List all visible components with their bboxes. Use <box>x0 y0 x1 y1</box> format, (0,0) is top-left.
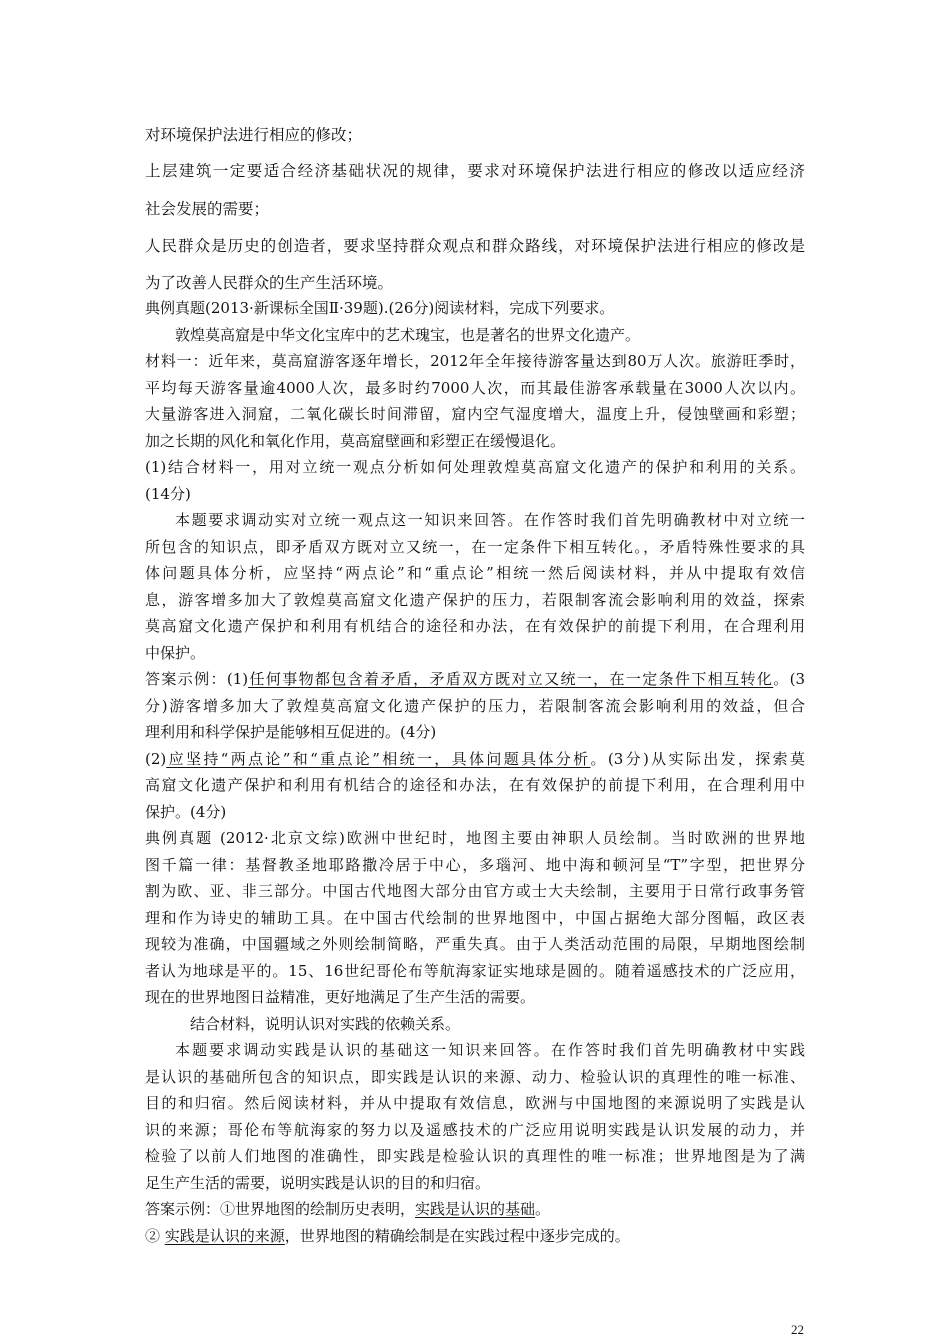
analysis-line: 目的和归宿。然后阅读材料，并从中提取有效信息，欧洲与中国地图的来源说明了实践是认 <box>145 1094 805 1112</box>
analysis-line: 是认识的基础所包含的知识点，即实践是认识的来源、动力、检验认识的真理性的唯一标准、 <box>145 1067 805 1086</box>
answer-line: 高窟文化遗产保护和利用有机结合的途径和办法，在有效保护的前提下利用，在合理利用中 <box>145 776 805 794</box>
answer-suffix: 。 <box>535 1200 551 1218</box>
answer-line: 理利用和科学保护是能够相互促进的。(4分) <box>145 723 437 741</box>
analysis-line: 体问题具体分析，应坚持“两点论”和“重点论”相统一然后阅读材料，并从中提取有效信 <box>145 564 805 582</box>
answer-line: 保护。(4分) <box>145 802 227 821</box>
example-1 <box>145 295 805 1249</box>
text-line: 为了改善人民群众的生产生活环境。 <box>145 274 394 292</box>
analysis-line: 足生产生活的需要，说明实践是认识的目的和归宿。 <box>145 1173 491 1192</box>
answer-line <box>145 1223 805 1250</box>
answer-suffix: 。(3分)从实际出发，探索莫 <box>590 749 805 768</box>
answer-prefix: (2) <box>145 749 167 768</box>
analysis-line: 莫高窟文化遗产保护和利用有机结合的途径和办法，在有效保护的前提下利用，在合理利用 <box>145 617 805 635</box>
answer-prefix: ② <box>145 1226 165 1245</box>
text-line: 人民群众是历史的创造者，要求坚持群众观点和群众路线，对环境保护法进行相应的修改是 <box>145 237 805 255</box>
material-line: 理和作为诗史的辅助工具。在中国古代绘制的世界地图中，中国占据绝大部分图幅，政区表 <box>145 908 805 927</box>
analysis-line: 检验了以前人们地图的准确性，即实践是检验认识的真理性的唯一标准；世界地图是为了满 <box>145 1147 805 1165</box>
analysis-line: 本题要求调动实对立统一观点这一知识来回答。在作答时我们首先明确教材中对立统一 <box>175 511 805 529</box>
question-line: 结合材料，说明认识对实践的依赖关系。 <box>190 1014 461 1033</box>
answer-line <box>145 746 805 773</box>
text-line: 社会发展的需要； <box>145 200 270 218</box>
page-number: 22 <box>791 1322 804 1337</box>
material-intro: 敦煌莫高窟是中华文化宝库中的艺术瑰宝，也是著名的世界文化遗产。 <box>175 325 641 344</box>
answer-key-point: 实践是认识的基础 <box>415 1200 536 1218</box>
analysis-line: 本题要求调动实践是认识的基础这一知识来回答。在作答时我们首先明确教材中实践 <box>175 1041 805 1059</box>
answer-suffix: ，世界地图的精确绘制是在实践过程中逐步完成的。 <box>284 1226 630 1245</box>
answer-prefix: 答案示例：①世界地图的绘制历史表明， <box>145 1200 416 1218</box>
material-line: 图千篇一律：基督教圣地耶路撒冷居于中心，多瑙河、地中海和顿河呈“T”字型，把世界分 <box>145 855 805 874</box>
analysis-line: 识的来源；哥伦布等航海家的努力以及遥感技术的广泛应用说明实践是认识发展的动力，并 <box>145 1120 805 1139</box>
question-line: (1)结合材料一，用对立统一观点分析如何处理敦煌莫高窟文化遗产的保护和利用的关系。 <box>145 458 805 476</box>
answer-key-point: 应坚持“两点论”和“重点论”相统一，具体问题具体分析 <box>166 749 591 768</box>
material-line: 加之长期的风化和氧化作用，莫高窟壁画和彩塑正在缓慢退化。 <box>145 431 566 450</box>
text-line: 上层建筑一定要适合经济基础状况的规律，要求对环境保护法进行相应的修改以适应经济 <box>145 162 805 180</box>
answer-suffix: 。(3 <box>773 670 805 688</box>
answer-line <box>145 666 805 693</box>
material-line: 现在的世界地图日益精准，更好地满足了生产生活的需要。 <box>145 988 536 1006</box>
analysis-line: 中保护。 <box>145 643 206 662</box>
material-line: 割为欧、亚、非三部分。中国古代地图大部分由官方或士大夫绘制，主要用于日常行政事务管 <box>145 882 805 900</box>
question-line: (14分) <box>145 484 191 503</box>
material-line: 现较为准确，中国疆域之外则绘制简略，严重失真。由于人类活动范围的局限，早期地图绘制 <box>145 935 805 953</box>
example-heading: 典例真题(2013·新课标全国Ⅱ·39题).(26分)阅读材料，完成下列要求。 <box>145 299 615 317</box>
answer-key-point: 任何事物都包含着矛盾，矛盾双方既对立又统一，在一定条件下相互转化 <box>248 670 774 688</box>
text-line: 对环境保护法进行相应的修改； <box>145 126 363 144</box>
material-line: 者认为地球是平的。15、16世纪哥伦布等航海家证实地球是圆的。随着遥感技术的广泛应用， <box>145 961 805 980</box>
answer-line: 分)游客增多加大了敦煌莫高窟文化遗产保护的压力，若限制客流会影响利用的效益，但合 <box>145 696 805 715</box>
answer-key-point: 实践是认识的来源 <box>164 1226 285 1245</box>
answer-line <box>145 1196 805 1223</box>
material-line: 大量游客进入洞窟，二氧化碳长时间滞留，窟内空气湿度增大，温度上升，侵蚀壁画和彩塑； <box>145 405 805 423</box>
answer-prefix: 答案示例：(1) <box>145 670 249 688</box>
analysis-line: 息，游客增多加大了敦煌莫高窟文化遗产保护的压力，若限制客流会影响利用的效益，探索 <box>145 590 805 609</box>
analysis-line: 所包含的知识点，即矛盾双方既对立又统一，在一定条件下相互转化。，矛盾特殊性要求的具 <box>145 537 805 556</box>
material-line: 材料一：近年来，莫高窟游客逐年增长，2012年全年接待游客量达到80万人次。旅游旺季时， <box>145 352 805 370</box>
example-heading: 典例真题 (2012·北京文综)欧洲中世纪时，地图主要由神职人员绘制。当时欧洲的世界地 <box>145 829 805 847</box>
material-line: 平均每天游客量逾4000人次，最多时约7000人次，而其最佳游客承载量在3000人次以内。 <box>145 378 805 397</box>
